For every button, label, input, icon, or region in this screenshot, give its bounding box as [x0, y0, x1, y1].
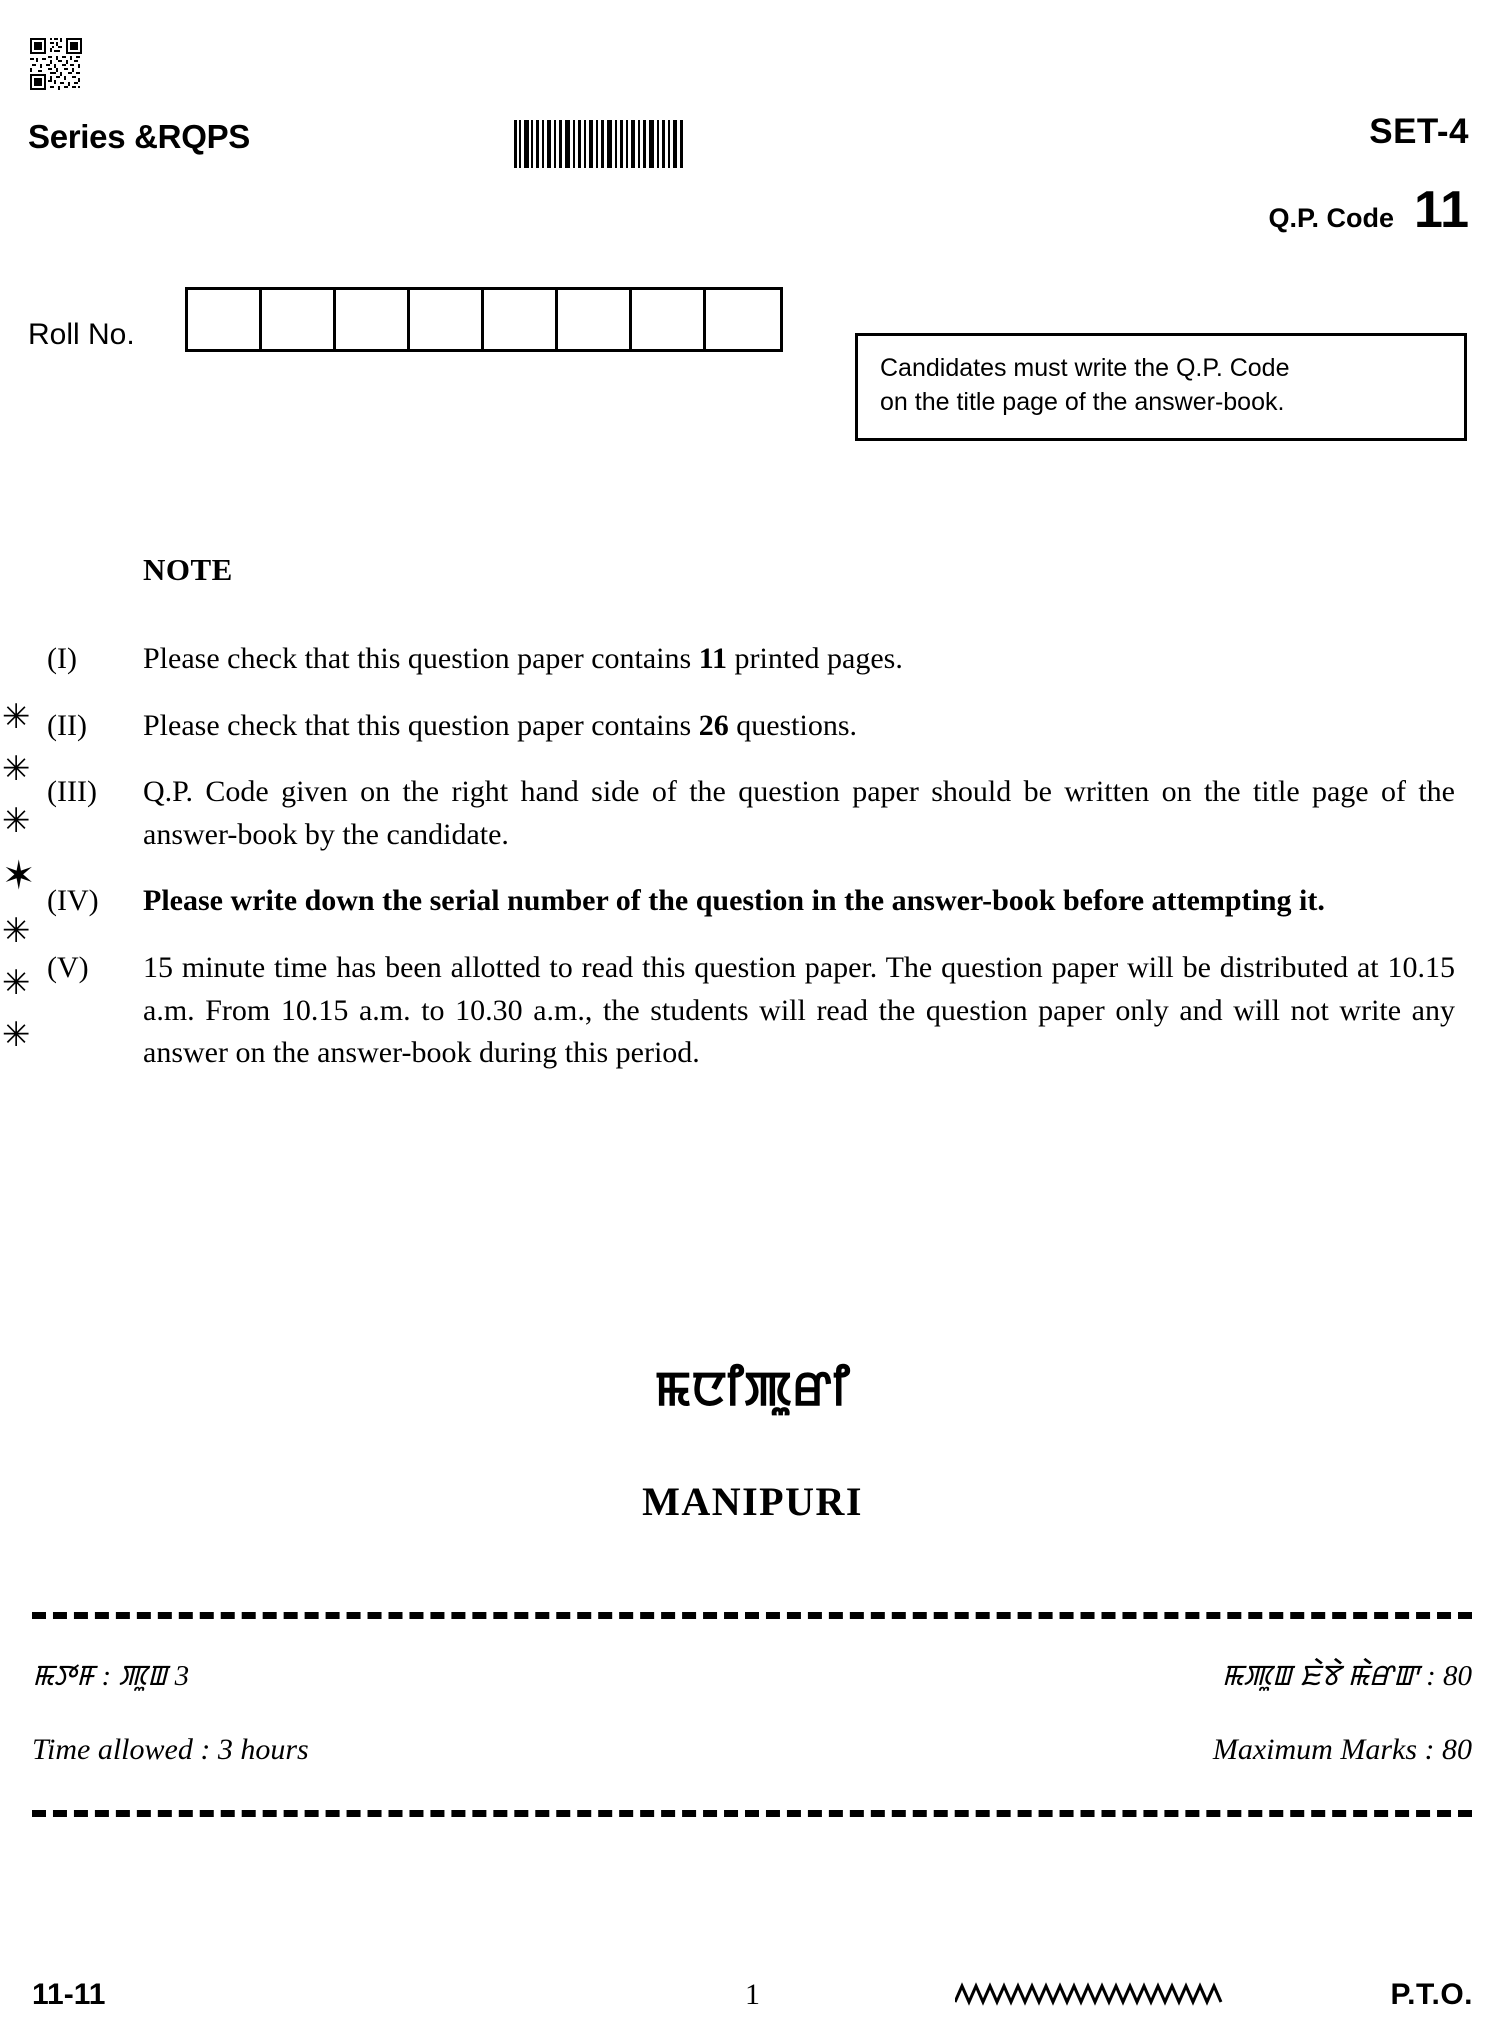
note-item-number: (II) [47, 708, 87, 742]
note-item-text [143, 880, 1455, 923]
paper-title-manipuri: ꯃꯅꯤꯄꯨꯔꯤ [654, 1363, 851, 1416]
exam-meta-manipuri [32, 1655, 1472, 1695]
divider-bottom [32, 1810, 1472, 1817]
asterisk-icon: ✳ [2, 963, 31, 1003]
note-text-fragment: 26 [698, 708, 729, 742]
time-allowed-english: Time allowed : 3 hours [32, 1733, 309, 1766]
time-allowed-manipuri: ꯃꯇꯝ : ꯄꯨꯡ 3 [32, 1660, 190, 1692]
note-item-text [143, 771, 1455, 856]
note-text-fragment: Please check that this question paper contains [143, 708, 699, 742]
roll-no-cell[interactable] [410, 290, 484, 349]
roll-no-cell[interactable] [188, 290, 262, 349]
series-label: Series &RQPS [28, 118, 251, 155]
note-item-text [143, 705, 1455, 748]
asterisk-icon: ✳ [2, 749, 31, 789]
paper-title-english: MANIPURI [642, 1479, 863, 1524]
note-item [45, 705, 1455, 748]
roll-no-cell[interactable] [484, 290, 558, 349]
margin-asterisk-decoration [2, 697, 38, 1070]
candidate-instruction-box [855, 333, 1467, 441]
maximum-marks-manipuri: ꯃꯄꯨꯡ ꯐꯥꯕꯥ ꯃꯥꯔꯛ : 80 [1221, 1660, 1472, 1692]
exam-meta-english [32, 1733, 1472, 1767]
note-text-fragment: Q.P. Code given on the right hand side of the question paper should be written on the title page of the answer-book by the candidate. [143, 775, 1455, 851]
wavy-line-icon [955, 1982, 1225, 2006]
note-item-number: (V) [47, 950, 89, 984]
maximum-marks-english: Maximum Marks : 80 [1212, 1733, 1472, 1766]
asterisk-icon: ✳ [2, 911, 31, 951]
note-text-fragment: 15 minute time has been allotted to read this question paper. The question paper will be distributed at 10.15 a.m. From 10.15 a.m. to 10.30 a.m., the students will read the question paper only and will not write any answer on the answer-book during this period. [143, 950, 1455, 1070]
note-text-fragment: Please check that this question paper contains [143, 642, 699, 675]
qp-code-value: 11 [1414, 181, 1469, 239]
barcode-icon [512, 120, 687, 168]
note-item [45, 771, 1455, 856]
roll-no-cell[interactable] [632, 290, 706, 349]
asterisk-icon: ✳ [2, 697, 31, 737]
note-text-fragment: 11 [698, 642, 728, 675]
qp-code [1268, 181, 1469, 239]
roll-no-cell[interactable] [558, 290, 632, 349]
asterisk-icon: ✳ [2, 801, 31, 841]
note-text-fragment: Please write down the serial number of the question in the answer-book before attempting it. [143, 884, 1325, 918]
note-item-number: (IV) [47, 884, 99, 918]
footer-code: 11-11 [32, 1978, 106, 2011]
pto-label: P.T.O. [1390, 1978, 1473, 2011]
note-text-fragment: questions. [728, 708, 858, 742]
note-heading: NOTE [143, 552, 233, 587]
roll-no-cell[interactable] [262, 290, 336, 349]
asterisk-icon: ✶ [2, 853, 36, 899]
candidate-instruction-line2: on the title page of the answer-book. [880, 387, 1285, 416]
note-item-number: (III) [47, 775, 97, 809]
note-item [45, 947, 1455, 1075]
note-text-fragment: printed pages. [727, 642, 903, 675]
note-item-text [143, 947, 1455, 1075]
note-item-number: (I) [47, 642, 77, 675]
qr-code-icon [30, 38, 82, 90]
set-label: SET-4 [1369, 112, 1469, 151]
asterisk-icon: ✳ [2, 1015, 31, 1055]
roll-no-boxes[interactable] [185, 287, 783, 352]
qp-code-label: Q.P. Code [1268, 203, 1395, 233]
roll-no-label: Roll No. [28, 318, 135, 351]
note-item-text [143, 638, 1455, 681]
note-item [45, 638, 1455, 681]
roll-no-cell[interactable] [336, 290, 410, 349]
note-list [45, 638, 1455, 1099]
page-number: 1 [745, 1978, 760, 2011]
note-item [45, 880, 1455, 923]
roll-no-cell[interactable] [706, 290, 780, 349]
candidate-instruction-line1: Candidates must write the Q.P. Code [880, 354, 1290, 382]
divider-top [32, 1612, 1472, 1619]
